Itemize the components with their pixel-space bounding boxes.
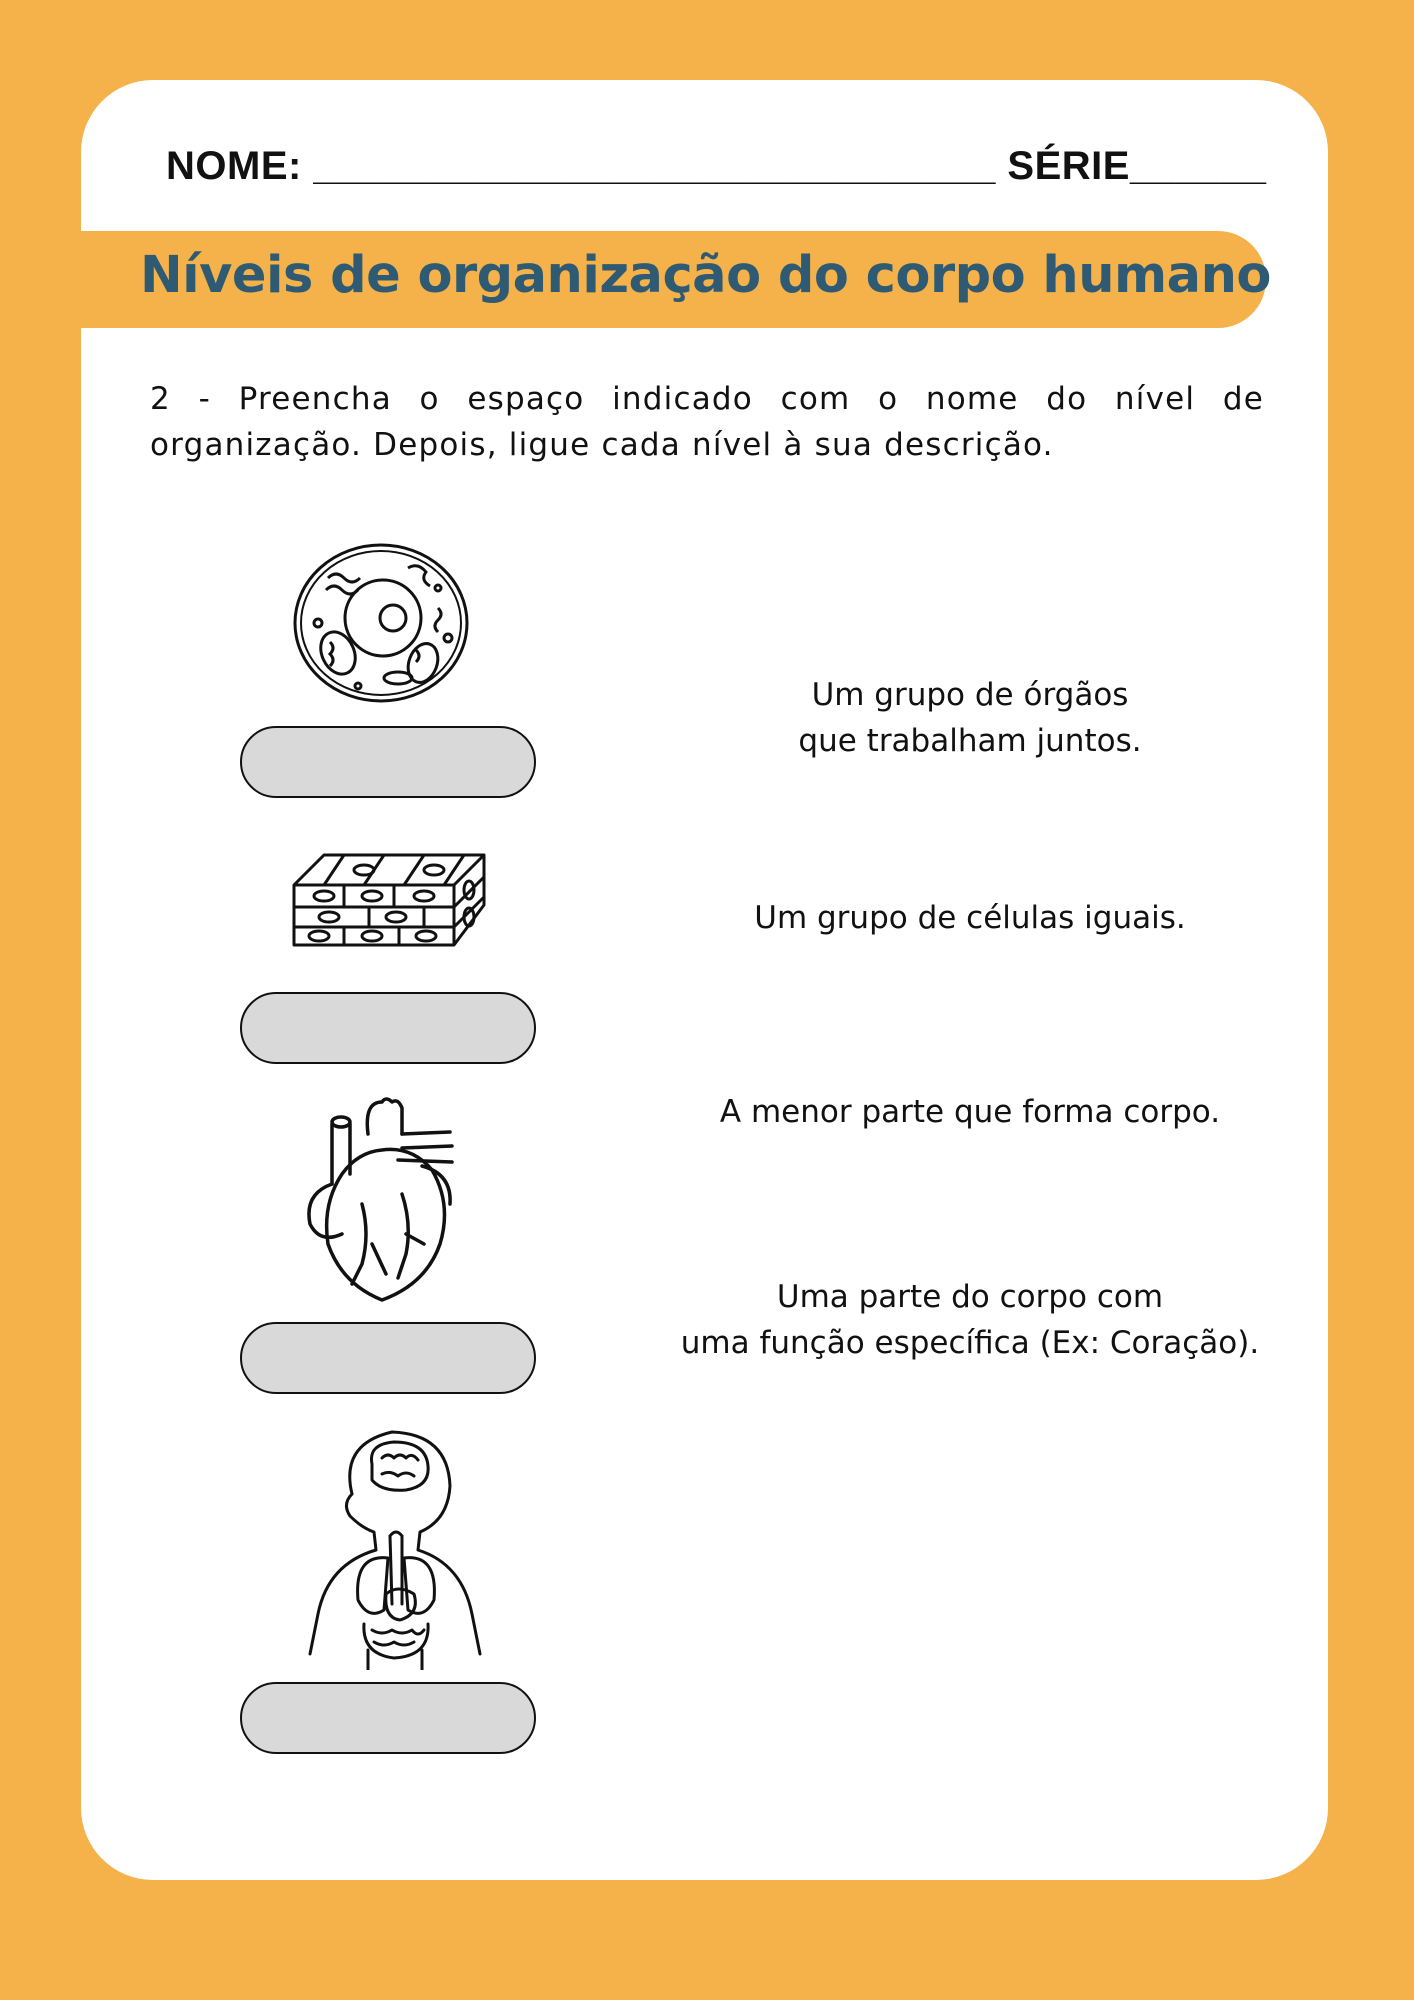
- description-line: A menor parte que forma corpo.: [719, 1094, 1221, 1130]
- worksheet-card: [81, 80, 1328, 1880]
- description-line: que trabalham juntos.: [798, 723, 1142, 759]
- page-title: Níveis de organização do corpo humano: [140, 246, 1271, 305]
- cell-icon: [288, 538, 474, 708]
- instruction-text: 2 - Preencha o espaço indicado com o nome do nível de organização. Depois, ligue cada nível à sua descrição.: [150, 381, 1264, 463]
- answer-field-4[interactable]: [240, 1682, 536, 1754]
- answer-field-2[interactable]: [240, 992, 536, 1064]
- answer-field-3[interactable]: [240, 1322, 536, 1394]
- human-body-systems-icon: [302, 1424, 488, 1670]
- name-grade-line: NOME: ______________________________ SÉRIE______: [166, 144, 1267, 188]
- description-line: uma função específica (Ex: Coração).: [680, 1325, 1260, 1361]
- description-line: Uma parte do corpo com: [776, 1279, 1164, 1315]
- description-cell: [660, 1089, 1280, 1135]
- answer-field-1[interactable]: [240, 726, 536, 798]
- description-line: Um grupo de órgãos: [811, 677, 1129, 713]
- description-organ-system: [660, 672, 1280, 764]
- description-line: Um grupo de células iguais.: [754, 900, 1186, 936]
- description-tissue: [660, 895, 1280, 941]
- heart-icon: [302, 1094, 462, 1306]
- description-organ: [660, 1274, 1280, 1366]
- tissue-icon: [284, 835, 490, 965]
